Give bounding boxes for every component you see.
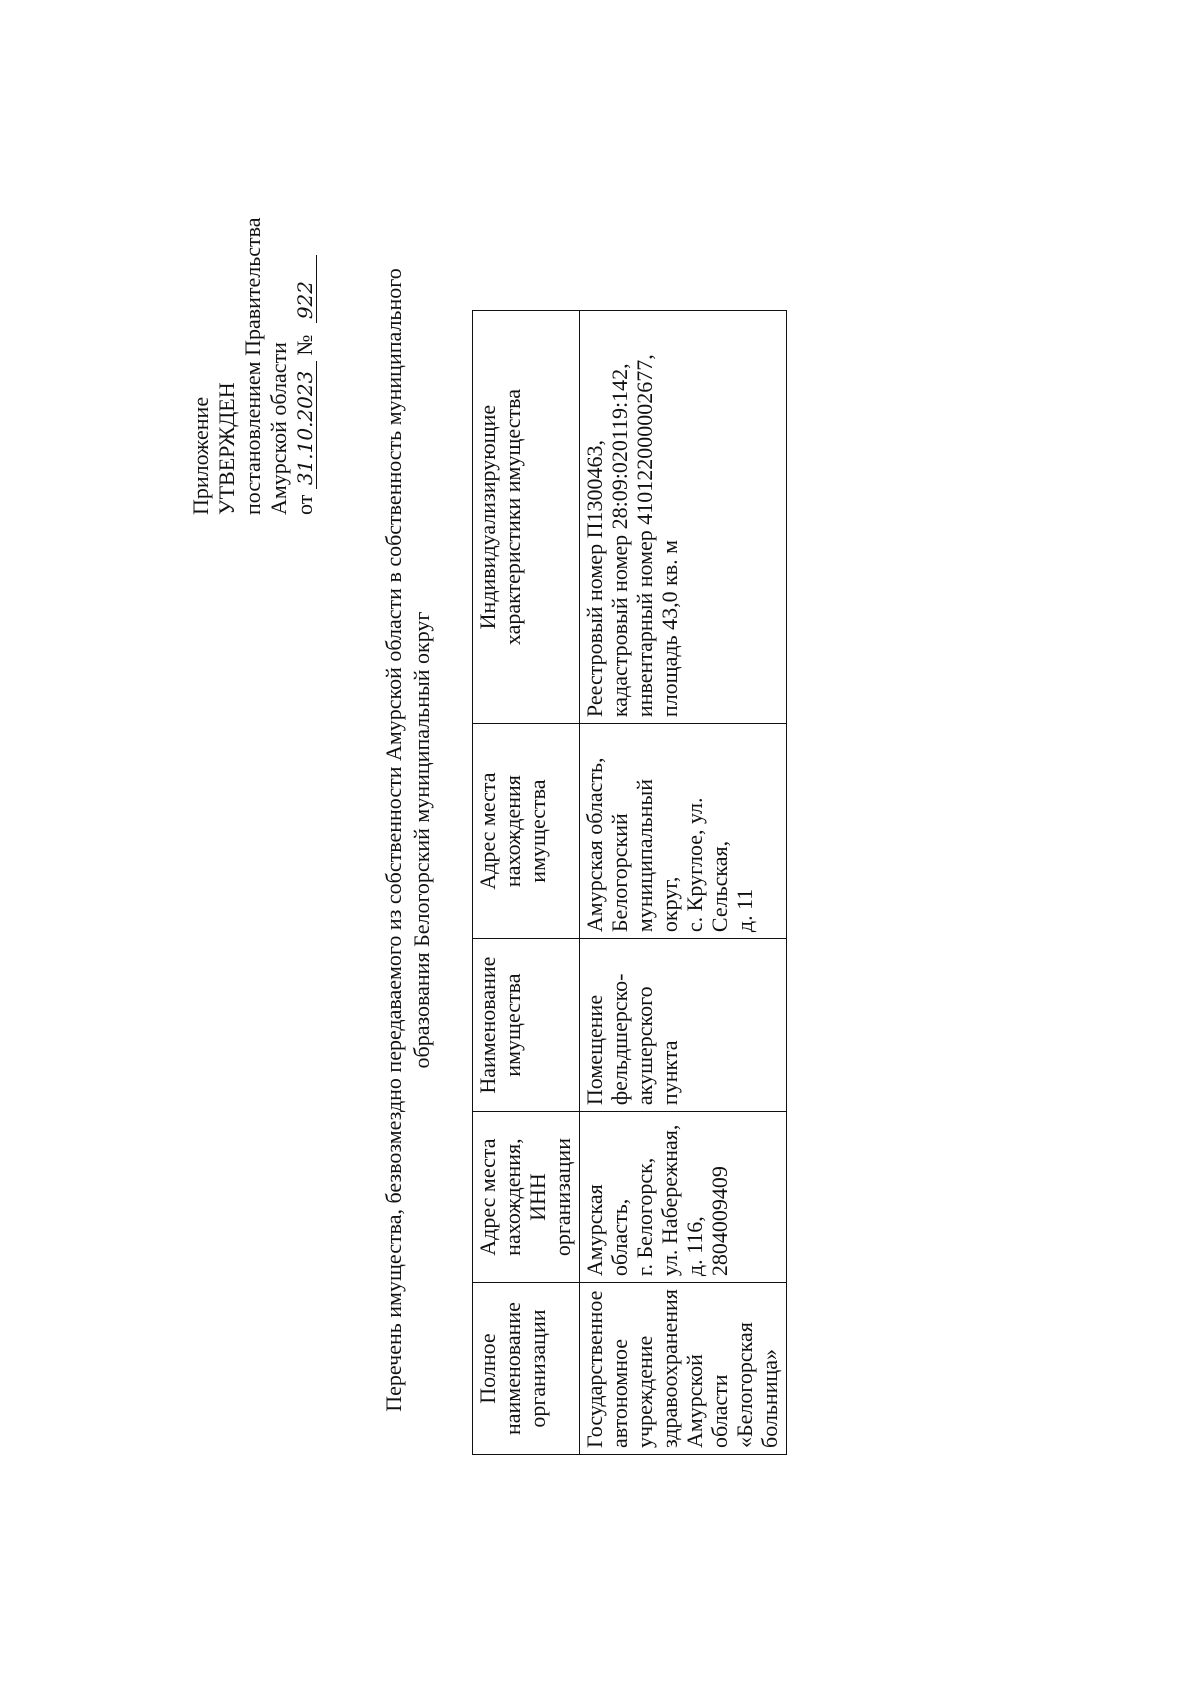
region-label: Амурской области [266,342,291,515]
cell-organization-name: Государственное автономное учреждение здравоохранения Амурской области «Белогорская больница» [580,1283,787,1455]
approved-label: УТВЕРЖДЕН [214,382,239,515]
document-title [380,160,436,1520]
header-property-characteristics: Индивидуализирующие характеристики имущества [473,311,580,724]
header-property-address: Адрес места нахождения имущества [473,724,580,939]
property-table [472,310,787,1455]
header-organization-address-inn: Адрес места нахождения, ИНН организации [473,1112,580,1283]
appendix-label: Приложение [188,396,213,515]
handwritten-number: 922 [294,255,317,323]
number-label: № [292,334,317,356]
header-property-name: Наименование имущества [473,939,580,1112]
handwritten-date: 31.10.2023 [294,361,317,489]
title-line-2: образования Белогорский муниципальный округ [409,611,434,1069]
table-header-row [473,311,580,1455]
date-number-line [292,217,318,515]
resolution-label: постановлением Правительства [240,217,265,515]
cell-organization-address-inn: Амурская область, г. Белогорск, ул. Набережная, д. 116, 2804009409 [580,1112,787,1283]
cell-property-characteristics: Реестровый номер П1300463, кадастровый номер 28:09:020119:142, инвентарный номер 410122000002677, площадь 43,0 кв. м [580,311,787,724]
title-line-1: Перечень имущества, безвозмездно передаваемого из собственности Амурской области в собственность муниципального [381,268,406,1412]
header-organization-name: Полное наименование организации [473,1283,580,1455]
table-row [580,311,787,1455]
from-label: от [292,494,317,515]
cell-property-address: Амурская область, Белогорский муниципальный округ, с. Круглое, ул. Сельская, д. 11 [580,724,787,939]
cell-property-name: Помещение фельдшерско- акушерского пункта [580,939,787,1112]
approval-block [188,217,318,515]
